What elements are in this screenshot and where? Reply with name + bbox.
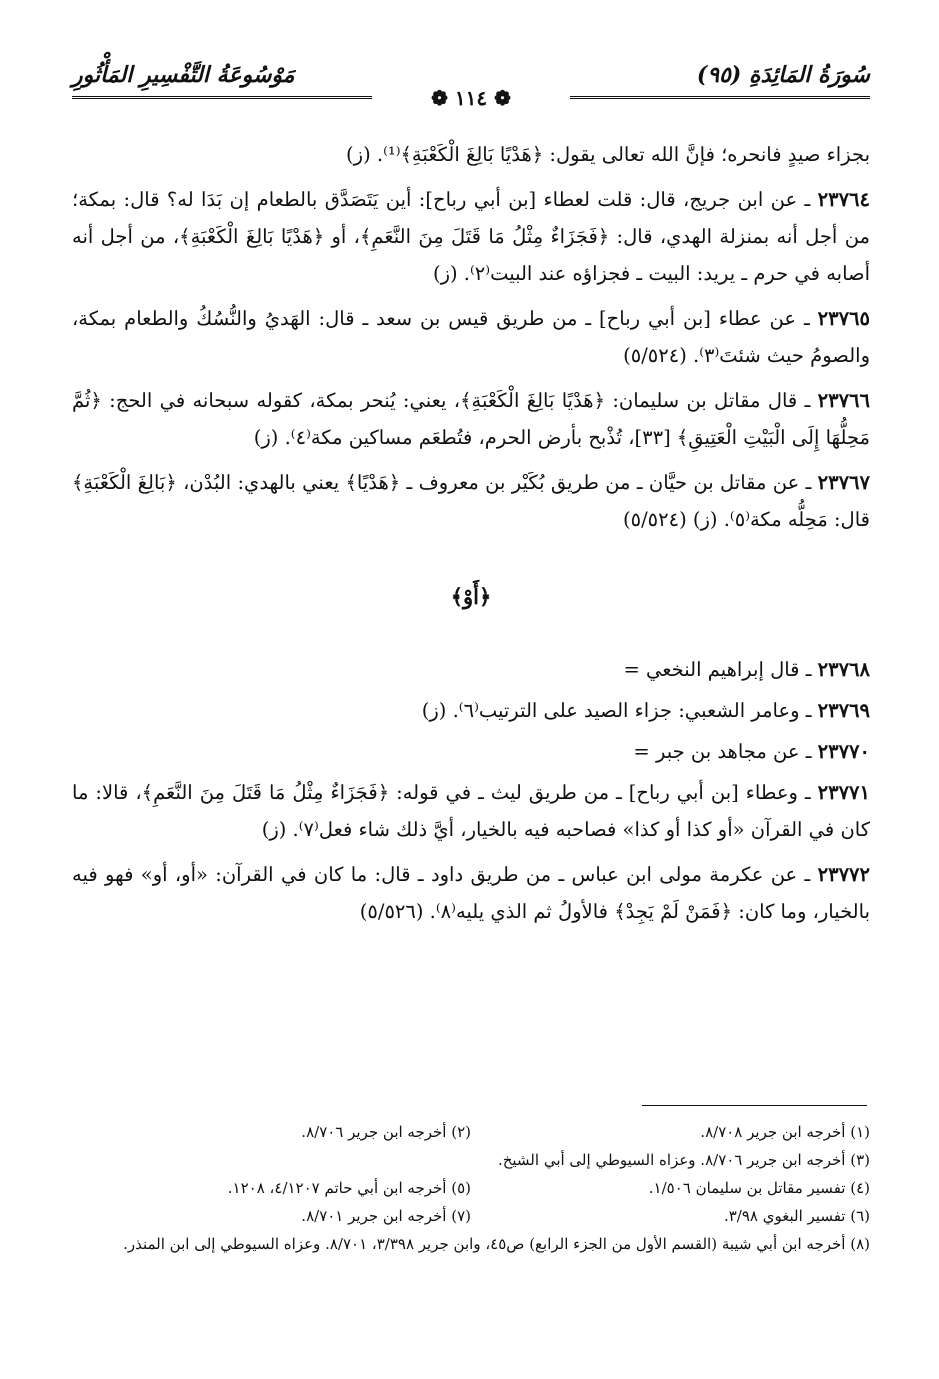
page-number-ornament-right: ❁ bbox=[487, 86, 511, 110]
entry-number: ٢٣٧٦٩ bbox=[817, 699, 870, 722]
entry-23764 bbox=[72, 181, 870, 292]
footnote-3: (٣) أخرجه ابن جرير ٨/٧٠٦. وعزاه السيوطي إلى أبي الشيخ. bbox=[497, 1151, 870, 1169]
entry-number: ٢٣٧٦٥ bbox=[817, 307, 870, 330]
entry-number: ٢٣٧٦٤ bbox=[817, 188, 870, 211]
entry-number: ٢٣٧٧١ bbox=[817, 781, 871, 804]
entry-text: ـ وعامر الشعبي: جزاء الصيد على الترتيب⁽٦⁾. (ز) bbox=[421, 699, 812, 722]
main-text bbox=[72, 136, 870, 938]
footnote-2: (٢) أخرجه ابن جرير ٨/٧٠٦. bbox=[301, 1123, 471, 1141]
entry-23766 bbox=[72, 382, 870, 456]
page-number-ornament-left: ❁ bbox=[431, 86, 455, 110]
footnote-row bbox=[72, 1174, 870, 1202]
entry-23765 bbox=[72, 300, 870, 374]
header-rule-right bbox=[570, 96, 870, 99]
continuation-paragraph: بجزاء صيدٍ فانحره؛ فإنَّ الله تعالى يقول: ﴿هَدْيًا بَالِغَ الْكَعْبَةِ﴾⁽¹⁾. (ز) bbox=[346, 143, 870, 166]
page-header bbox=[72, 58, 870, 110]
footnote-divider bbox=[642, 1105, 867, 1106]
footnote-row bbox=[72, 1146, 870, 1174]
entry-23767 bbox=[72, 464, 870, 538]
footnote-8: (٨) أخرجه ابن أبي شيبة (القسم الأول من الجزء الرابع) ص٤٥، وابن جرير ٣/٣٩٨، ٨/٧٠١. وعزاه السيوطي إلى ابن المنذر. bbox=[123, 1235, 870, 1253]
footnote-row bbox=[72, 1202, 870, 1230]
footnotes bbox=[72, 1118, 870, 1258]
entry-text: ـ قال إبراهيم النخعي = bbox=[623, 658, 812, 681]
entry-number: ٢٣٧٦٨ bbox=[817, 658, 870, 681]
entry-23771 bbox=[72, 774, 870, 848]
entry-23770 bbox=[72, 733, 870, 770]
entry-23772 bbox=[72, 856, 870, 930]
entry-text: ـ عن مقاتل بن حيَّان ـ من طريق بُكَيْر بن معروف ـ ﴿هَدْيًا﴾ يعني بالهدي: البُدْن، ﴿بَالِغَ الْكَعْبَةِ﴾ قال: مَحِلُّه مكة⁽٥⁾. (ز) (٥/٥٢٤) bbox=[72, 471, 870, 531]
page-number bbox=[431, 86, 511, 110]
entry-number: ٢٣٧٦٧ bbox=[817, 471, 870, 494]
page-number-value: ١١٤ bbox=[454, 86, 488, 110]
footnote-row bbox=[72, 1118, 870, 1146]
footnote-row bbox=[72, 1230, 870, 1258]
surah-title: سُورَةُ المَائِدَةِ (٩٥) bbox=[696, 62, 870, 88]
entry-number: ٢٣٧٦٦ bbox=[817, 389, 870, 412]
footnote-7: (٧) أخرجه ابن جرير ٨/٧٠١. bbox=[301, 1207, 471, 1225]
entry-text: ـ عن ابن جريج، قال: قلت لعطاء [بن أبي رباح]: أين يَتَصَدَّق بالطعام إن بَدَا له؟ قال: بمكة؛ من أجل أنه بمنزلة الهدي، قال: ﴿فَجَزَاءٌ مِثْلُ مَا قَتَلَ مِنَ النَّعَمِ﴾، أو ﴿هَدْيًا بَالِغَ الْكَعْبَةِ﴾، من أجل أنه أصابه في حرم ـ يريد: البيت ـ فجزاؤه عند البيت⁽٢⁾. (ز) bbox=[72, 188, 870, 285]
entry-number: ٢٣٧٧٢ bbox=[817, 863, 870, 886]
entry-text: ـ وعطاء [بن أبي رباح] ـ من طريق ليث ـ في قوله: ﴿فَجَزَاءٌ مِثْلُ مَا قَتَلَ مِنَ النَّعَمِ﴾، قالا: ما كان في القرآن «أو كذا أو كذا» فصاحبه فيه بالخيار، أيَّ ذلك شاء فعل⁽٧⁾. (ز) bbox=[72, 781, 870, 841]
entry-text: ـ عن مجاهد بن جبر = bbox=[633, 740, 812, 763]
entry-23768 bbox=[72, 651, 870, 688]
section-heading: ﴿أَوْ﴾ bbox=[450, 584, 492, 609]
footnote-1: (١) أخرجه ابن جرير ٨/٧٠٨. bbox=[700, 1123, 870, 1141]
footnote-5: (٥) أخرجه ابن أبي حاتم ٤/١٢٠٧، ١٢٠٨. bbox=[227, 1179, 471, 1197]
entry-text: ـ قال مقاتل بن سليمان: ﴿هَدْيًا بَالِغَ الْكَعْبَةِ﴾، يعني: يُنحر بمكة، كقوله سبحانه في الحج: ﴿ثُمَّ مَحِلُّهَا إِلَى الْبَيْتِ الْعَتِيقِ﴾ [٣٣]، تُذْبح بأرض الحرم، فتُطعَم مساكين مكة⁽٤⁾. (ز) bbox=[72, 389, 870, 449]
header-rule-left bbox=[72, 96, 372, 99]
footnote-6: (٦) تفسير البغوي ٣/٩٨. bbox=[723, 1207, 870, 1225]
entry-23769 bbox=[72, 692, 870, 729]
entry-text: ـ عن عكرمة مولى ابن عباس ـ من طريق داود ـ قال: ما كان في القرآن: «أو، أو» فهو فيه بالخيار، وما كان: ﴿فَمَنْ لَمْ يَجِدْ﴾ فالأولُ ثم الذي يليه⁽٨⁾. (٥/٥٢٦) bbox=[72, 863, 870, 923]
entry-number: ٢٣٧٧٠ bbox=[817, 740, 870, 763]
book-title: مَوْسُوعَةُ التَّفْسِيرِ المَأْثُورِ bbox=[72, 62, 295, 88]
entry-text: ـ عن عطاء [بن أبي رباح] ـ من طريق قيس بن سعد ـ قال: الهَديُ والنُّسُكُ والطعام بمكة، والصومُ حيث شئتَ⁽٣⁾. (٥/٥٢٤) bbox=[72, 307, 870, 367]
footnote-4: (٤) تفسير مقاتل بن سليمان ١/٥٠٦. bbox=[648, 1179, 870, 1197]
